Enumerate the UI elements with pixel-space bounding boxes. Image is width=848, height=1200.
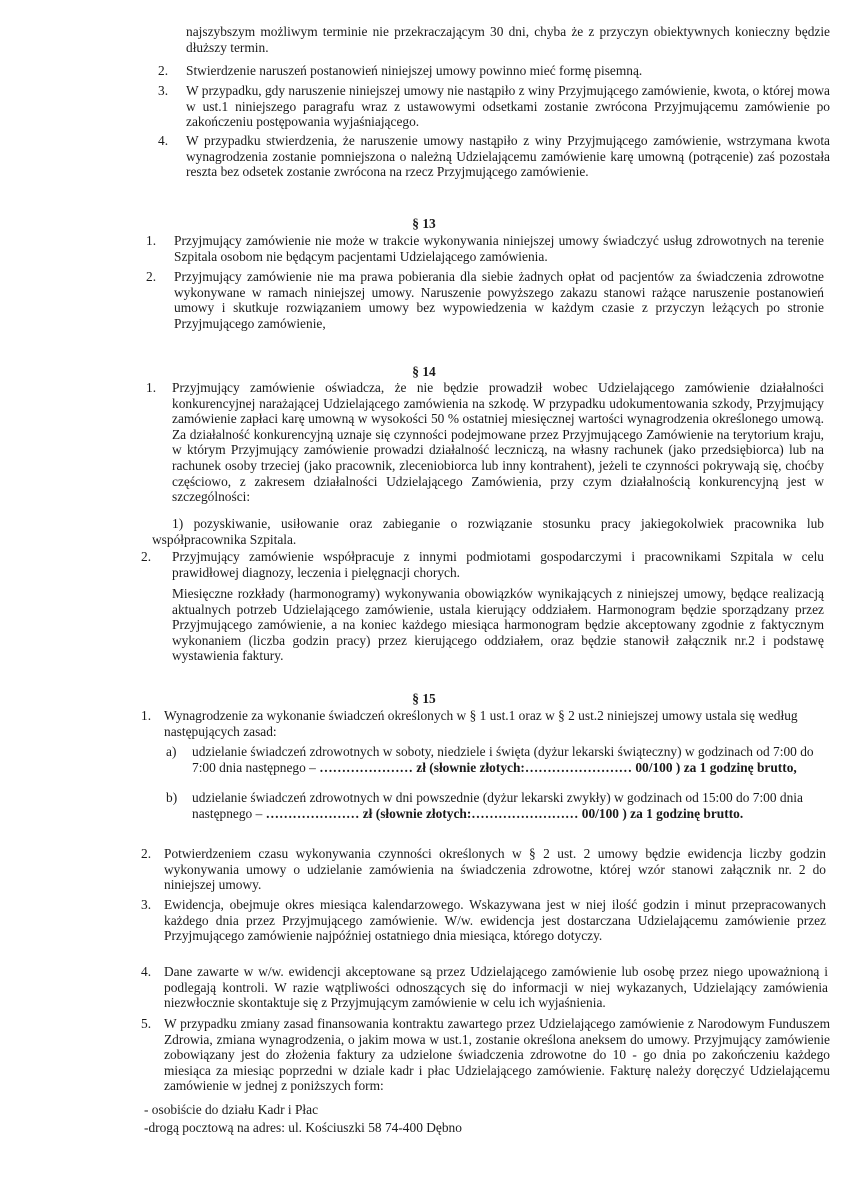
item-text: Wynagrodzenie za wykonanie świadczeń określonych w § 1 ust.1 oraz w § 2 ust.2 niniejszej umowy ustala się według następujących zasad: bbox=[164, 708, 798, 739]
item-text: Przyjmujący zamówienie nie ma prawa pobierania dla siebie żadnych opłat od pacjentów za świadczenia zdrowotne wykonywane w ramach niniejszej umowy. Naruszenie powyższego zakazu stanowi rażące naruszenie postanowień umowy i skutkuje rozwiązaniem umowy bez wypowiedzenia w każdym czasie z przyczyn leżących po stronie Przyjmującego zamówienie, bbox=[174, 269, 824, 331]
item-number: 2. bbox=[158, 63, 169, 78]
subitem-letter: b) bbox=[166, 790, 178, 805]
delivery-form-postal: -drogą pocztową na adres: ul. Kościuszki 58 74-400 Dębno bbox=[144, 1120, 462, 1135]
item-number: 3. bbox=[158, 83, 169, 98]
rate-holiday-text: udzielanie świadczeń zdrowotnych w soboty, niedziele i święta (dyżur lekarski świąteczny) w godzinach od 7:00 do 7:00 dnia następnego – bbox=[192, 744, 814, 775]
item-text: W przypadku, gdy naruszenie niniejszej umowy nie nastąpiło z winy Przyjmującego zamówienie, kwota, o której mowa w ust.1 niniejszego paragrafu wraz z ustawowymi odsetkami zostanie zwrócona Przyjmującemu zamówienie po zakończeniu postępowania wyjaśniającego. bbox=[186, 83, 830, 130]
item-text: Przyjmujący zamówienie oświadcza, że nie będzie prowadził wobec Udzielającego zamówienie działalności konkurencyjnej narażającej Udzielającego zamówienia na szkodę. W przypadku udokumentowania szkody, Przyjmujący zamówienie zapłaci karę umowną w wysokości 50 % ostatniej miesięcznej wartości wynagrodzenia określonego umową. Za działalność konkurencyjną uznaje się czynności podejmowane przez Przyjmującego Zamówienie na terytorium kraju, w którym Przyjmujący zamówienie prowadzi działalność leczniczą, na własny rachunek (jako przedsiębiorca) lub na rachunek osoby trzeciej (jako pracownik, zleceniobiorca lub inny kontrahent), jeżeli te czynności pokrywają się, choćby częściowo, z zakresem działalności Udzielającego Zamówienia, przy czym działalnością konkurencyjną jest w szczególności: bbox=[172, 380, 824, 505]
rate-holiday bbox=[192, 744, 826, 775]
item-text: W przypadku stwierdzenia, że naruszenie umowy nastąpiło z winy Przyjmującego zamówienie, wstrzymana kwota wynagrodzenia zostanie pomniejszona o należną Udzielającemu zamówienie karę umowną (potrącenie) zaś pozostała reszta bez odsetek zostanie zwrócona na rzecz Przyjmującego zamówienie. bbox=[186, 133, 830, 180]
rate-weekday-amount: ………………… zł (słownie złotych:…………………… 00/100 ) za 1 godzinę brutto. bbox=[265, 805, 744, 821]
item-text: Przyjmujący zamówienie współpracuje z innymi podmiotami gospodarczymi i pracownikami Szpitala w celu prawidłowej diagnozy, leczenia i pielęgnacji chorych. bbox=[172, 549, 824, 580]
section-heading-13: § 13 bbox=[412, 216, 436, 231]
section-heading-14: § 14 bbox=[412, 364, 436, 379]
item-number: 3. bbox=[141, 897, 152, 912]
item-number: 4. bbox=[141, 964, 152, 979]
item-text: Stwierdzenie naruszeń postanowień niniejszej umowy powinno mieć formę pisemną. bbox=[186, 63, 643, 78]
rate-holiday-amount: ………………… zł (słownie złotych:…………………… 00/100 ) za 1 godzinę brutto, bbox=[319, 759, 797, 775]
item-number: 4. bbox=[158, 133, 169, 148]
delivery-form-personal: - osobiście do działu Kadr i Płac bbox=[144, 1102, 319, 1117]
item-text: Ewidencja, obejmuje okres miesiąca kalendarzowego. Wskazywana jest w niej ilość godzin i minut przepracowanych każdego dnia przez Przyjmującego zamówienie. W/w. ewidencja jest dostarczana Udzielającemu zamówienie przez Przyjmującego zamówienie najpóźniej ostatniego dnia miesiąca, którego dotyczy. bbox=[164, 897, 826, 944]
item-number: 5. bbox=[141, 1016, 152, 1031]
subitem-letter: a) bbox=[166, 744, 177, 759]
item-number: 2. bbox=[141, 846, 152, 861]
continuation-text: najszybszym możliwym terminie nie przekraczającym 30 dni, chyba że z przyczyn obiektywnych konieczny będzie dłuższy termin. bbox=[186, 24, 830, 55]
rate-weekday-text: udzielanie świadczeń zdrowotnych w dni powszednie (dyżur lekarski zwykły) w godzinach od 15:00 do 7:00 dnia następnego – bbox=[192, 790, 803, 821]
rate-weekday bbox=[192, 790, 826, 821]
item-number: 1. bbox=[141, 708, 152, 723]
section-heading-15: § 15 bbox=[412, 691, 436, 706]
item-number: 2. bbox=[146, 269, 157, 284]
item-number: 1. bbox=[146, 233, 157, 248]
item-text: Potwierdzeniem czasu wykonywania czynności określonych w § 2 ust. 2 umowy będzie ewidencja liczby godzin wykonywania umowy o udzielanie zamówienia na świadczenia zdrowotne, której wzór stanowi załącznik nr. 2 do niniejszej umowy. bbox=[164, 846, 826, 893]
paragraph-text: Miesięczne rozkłady (harmonogramy) wykonywania obowiązków wynikających z niniejszej umowy, będące realizacją aktualnych potrzeb Udzielającego zamówienie, ustala kierujący oddziałem. Harmonogram będzie sporządzany przez Przyjmującego zamówienie, a na koniec każdego miesiąca harmonogram będzie akceptowany zgodnie z faktycznym wykonaniem (liczba godzin pracy) przez kierującego oddziałem, oraz będzie stanowił załącznik nr.2 i podstawę wystawienia faktury. bbox=[172, 586, 824, 664]
item-number: 2. bbox=[141, 549, 152, 564]
item-text: W przypadku zmiany zasad finansowania kontraktu zawartego przez Udzielającego zamówienie z Narodowym Funduszem Zdrowia, zmiana wynagrodzenia, o jakim mowa w ust.1, zostanie określona aneksem do umowy. Przyjmujący zamówienie zobowiązany jest do złożenia faktury za udzielone świadczenia zdrowotne do 10 - go dnia po zakończeniu każdego miesiąca za miesiąc poprzedni w dziale kadr i płac Udzielającego zamówienie. Fakturę należy doręczyć Udzielającemu zamówienie w jednej z poniższych form: bbox=[164, 1016, 830, 1094]
item-number: 1. bbox=[146, 380, 157, 395]
item-text: Przyjmujący zamówienie nie może w trakcie wykonywania niniejszej umowy świadczyć usług zdrowotnych na terenie Szpitala osobom nie będącym pacjentami Udzielającego zamówienia. bbox=[174, 233, 824, 264]
item-text: Dane zawarte w w/w. ewidencji akceptowane są przez Udzielającego zamówienie lub osobę przez niego upoważnioną i podlegają kontroli. W razie wątpliwości odnoszących się do informacji w niej wykazanych, Udzielający zamówienia niezwłocznie skontaktuje się z Przyjmującym zamówienie w celu ich wyjaśnienia. bbox=[164, 964, 828, 1011]
subitem-text: 1) pozyskiwanie, usiłowanie oraz zabieganie o rozwiązanie stosunku pracy jakiegokolwiek pracownika lub współpracownika Szpitala. bbox=[152, 516, 824, 547]
